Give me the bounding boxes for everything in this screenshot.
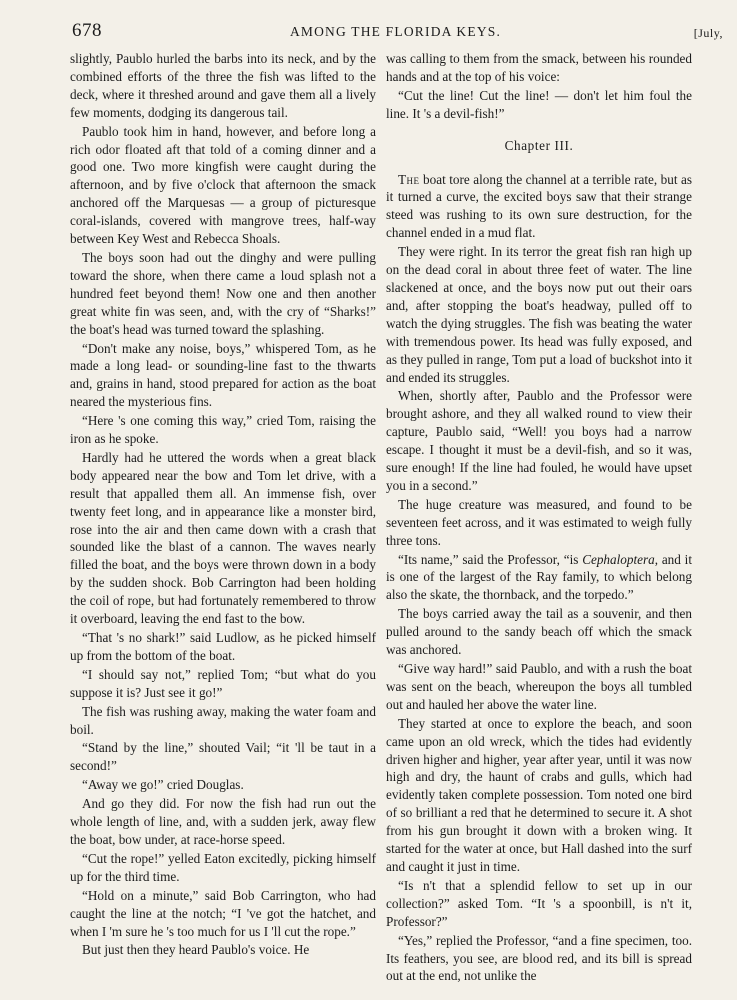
paragraph: “Is n't that a splendid fellow to set up in our collection?” asked Tom. “It 's a spoonbill, is n't it, Professor?” — [386, 877, 692, 929]
paragraph: “Here 's one coming this way,” cried Tom, raising the iron as he spoke. — [70, 413, 376, 447]
chapter-opening-paragraph — [386, 171, 692, 243]
paragraph-text: boat tore along the channel at a terrible rate, but as it turned a curve, the excited boys saw that their strange steed was rushing to its own sure destruction, for the channel ended in a mud flat. — [386, 171, 692, 241]
paragraph: They started at once to explore the beach, and soon came upon an old wreck, which the tides had evidently driven higher and higher, year after year, until it was now high and dry, the haunt of crabs and gulls, which had evidently taken complete possession. Tom noted one bird of so brilliant a red that he determined to secure it. A shot from his gun brought it down with a broken wing. It started for the water at once, but Hall dashed into the surf and caught it just in time. — [386, 715, 692, 874]
paragraph: The huge creature was measured, and found to be seventeen feet across, and it was estimated to weigh fully three tons. — [386, 496, 692, 548]
paragraph: “Cut the line! Cut the line! — don't let him foul the line. It 's a devil-fish!” — [386, 87, 692, 121]
paragraph: slightly, Paublo hurled the barbs into its neck, and by the combined efforts of the three the fish was lifted to the deck, where it threshed around and gave them all a lively few moments, dodging its dangerous tail. — [70, 51, 376, 120]
lead-word: The — [398, 171, 420, 187]
left-column — [70, 50, 376, 960]
paragraph: They were right. In its terror the great fish ran high up on the dead coral in about three feet of water. The line slackened at once, and the boys now put out their oars and, after stopping the boat's headway, pulled off to watch the dying struggles. The fish was beating the water with tremendous power. Its head was fully exposed, and as they pulled in range, Tom put a load of buckshot into it and ended its struggles. — [386, 244, 692, 385]
paragraph: “Don't make any noise, boys,” whispered Tom, as he made a long lead- or sounding-line fast to the thwarts and, grains in hand, stood prepared for action as the boat neared the mysterious fins. — [70, 340, 376, 410]
paragraph: was calling to them from the smack, between his rounded hands and at the top of his voice: — [386, 51, 692, 84]
paragraph: Hardly had he uttered the words when a great black body appeared near the bow and Tom let drive, with a result that appalled them all. An immense fish, over twenty feet long, and in appearance like a monster bird, rose into the air and then came down with a crash that sounded like the blast of a cannon. The waves nearly filled the boat, and the boys were thrown down in a body by the sudden shock. Bob Carrington had been holding the coil of rope, but had fortunately remembered to throw it overboard, leaving the end fast to the bow. — [70, 449, 376, 627]
page-number: 678 — [72, 20, 102, 41]
paragraph: “Give way hard!” said Paublo, and with a rush the boat was sent on the beach, whereupon the boys all tumbled out and hauled her above the water line. — [386, 661, 692, 712]
paragraph: Paublo took him in hand, however, and before long a rich odor floated aft that told of a coming dinner and a good one. Two more kingfish were caught during the afternoon, and by five o'clock that afternoon the smack anchored off the Marquesas — a group of picturesque coral-islands, covered with mangrove trees, half-way between Key West and Rebecca Shoals. — [70, 123, 376, 247]
paragraph: But just then they heard Paublo's voice. He — [82, 942, 310, 958]
right-column — [386, 50, 692, 986]
header-date: [July, — [693, 26, 723, 40]
chapter-heading: Chapter III. — [504, 137, 574, 153]
paragraph — [386, 551, 692, 605]
paragraph: “Hold on a minute,” said Bob Carrington, who had caught the line at the notch; “I 've got the hatchet, and when I 'm sure he 's too much for us I 'll cut the rope.” — [70, 887, 376, 939]
paragraph: And go they did. For now the fish had run out the whole length of line, and, with a sudden jerk, away flew the boat, bow under, at race-horse speed. — [70, 796, 376, 847]
paragraph: “Stand by the line,” shouted Vail; “it 'll be taut in a second!” — [70, 740, 376, 774]
paragraph: “Yes,” replied the Professor, “and a fine specimen, too. Its feathers, you see, are blood red, and its bill is spread out at the end, not unlike the — [386, 932, 692, 984]
paragraph: “Away we go!” cried Douglas. — [82, 777, 244, 793]
paragraph: The boys soon had out the dinghy and were pulling toward the shore, when there came a loud splash not a hundred feet beyond them! Now one and then another great white fin was seen, and, with the cry of “Sharks!” the boat's head was turned toward the splashing. — [70, 249, 376, 337]
page-header — [68, 18, 723, 46]
paragraph: The fish was rushing away, making the water foam and boil. — [70, 703, 376, 737]
paragraph: “That 's no shark!” said Ludlow, as he picked himself up from the bottom of the boat. — [70, 630, 376, 663]
paragraph: “I should say not,” replied Tom; “but what do you suppose it is? Just see it go!” — [70, 666, 376, 700]
paragraph-text: “Its name,” said the Professor, “is — [398, 551, 583, 567]
paragraph-text: , and it is one of the largest of the Ray family, to which belong also the skate, the thornback, and the torpedo.” — [386, 551, 692, 603]
paragraph: “Cut the rope!” yelled Eaton excitedly, picking himself up for the third time. — [70, 850, 376, 884]
paragraph: The boys carried away the tail as a souvenir, and then pulled around to the sandy beach off which the smack was anchored. — [386, 606, 692, 658]
species-name: Cephaloptera — [582, 551, 655, 567]
paragraph: When, shortly after, Paublo and the Professor were brought ashore, and they all walked round to view their capture, Paublo said, “Well! you boys had a narrow escape. I thought it must be a devil-fish, and so it was, sure enough! If the line had fouled, he would have upset you in a second.” — [386, 388, 692, 493]
running-title: AMONG THE FLORIDA KEYS. — [289, 24, 502, 39]
